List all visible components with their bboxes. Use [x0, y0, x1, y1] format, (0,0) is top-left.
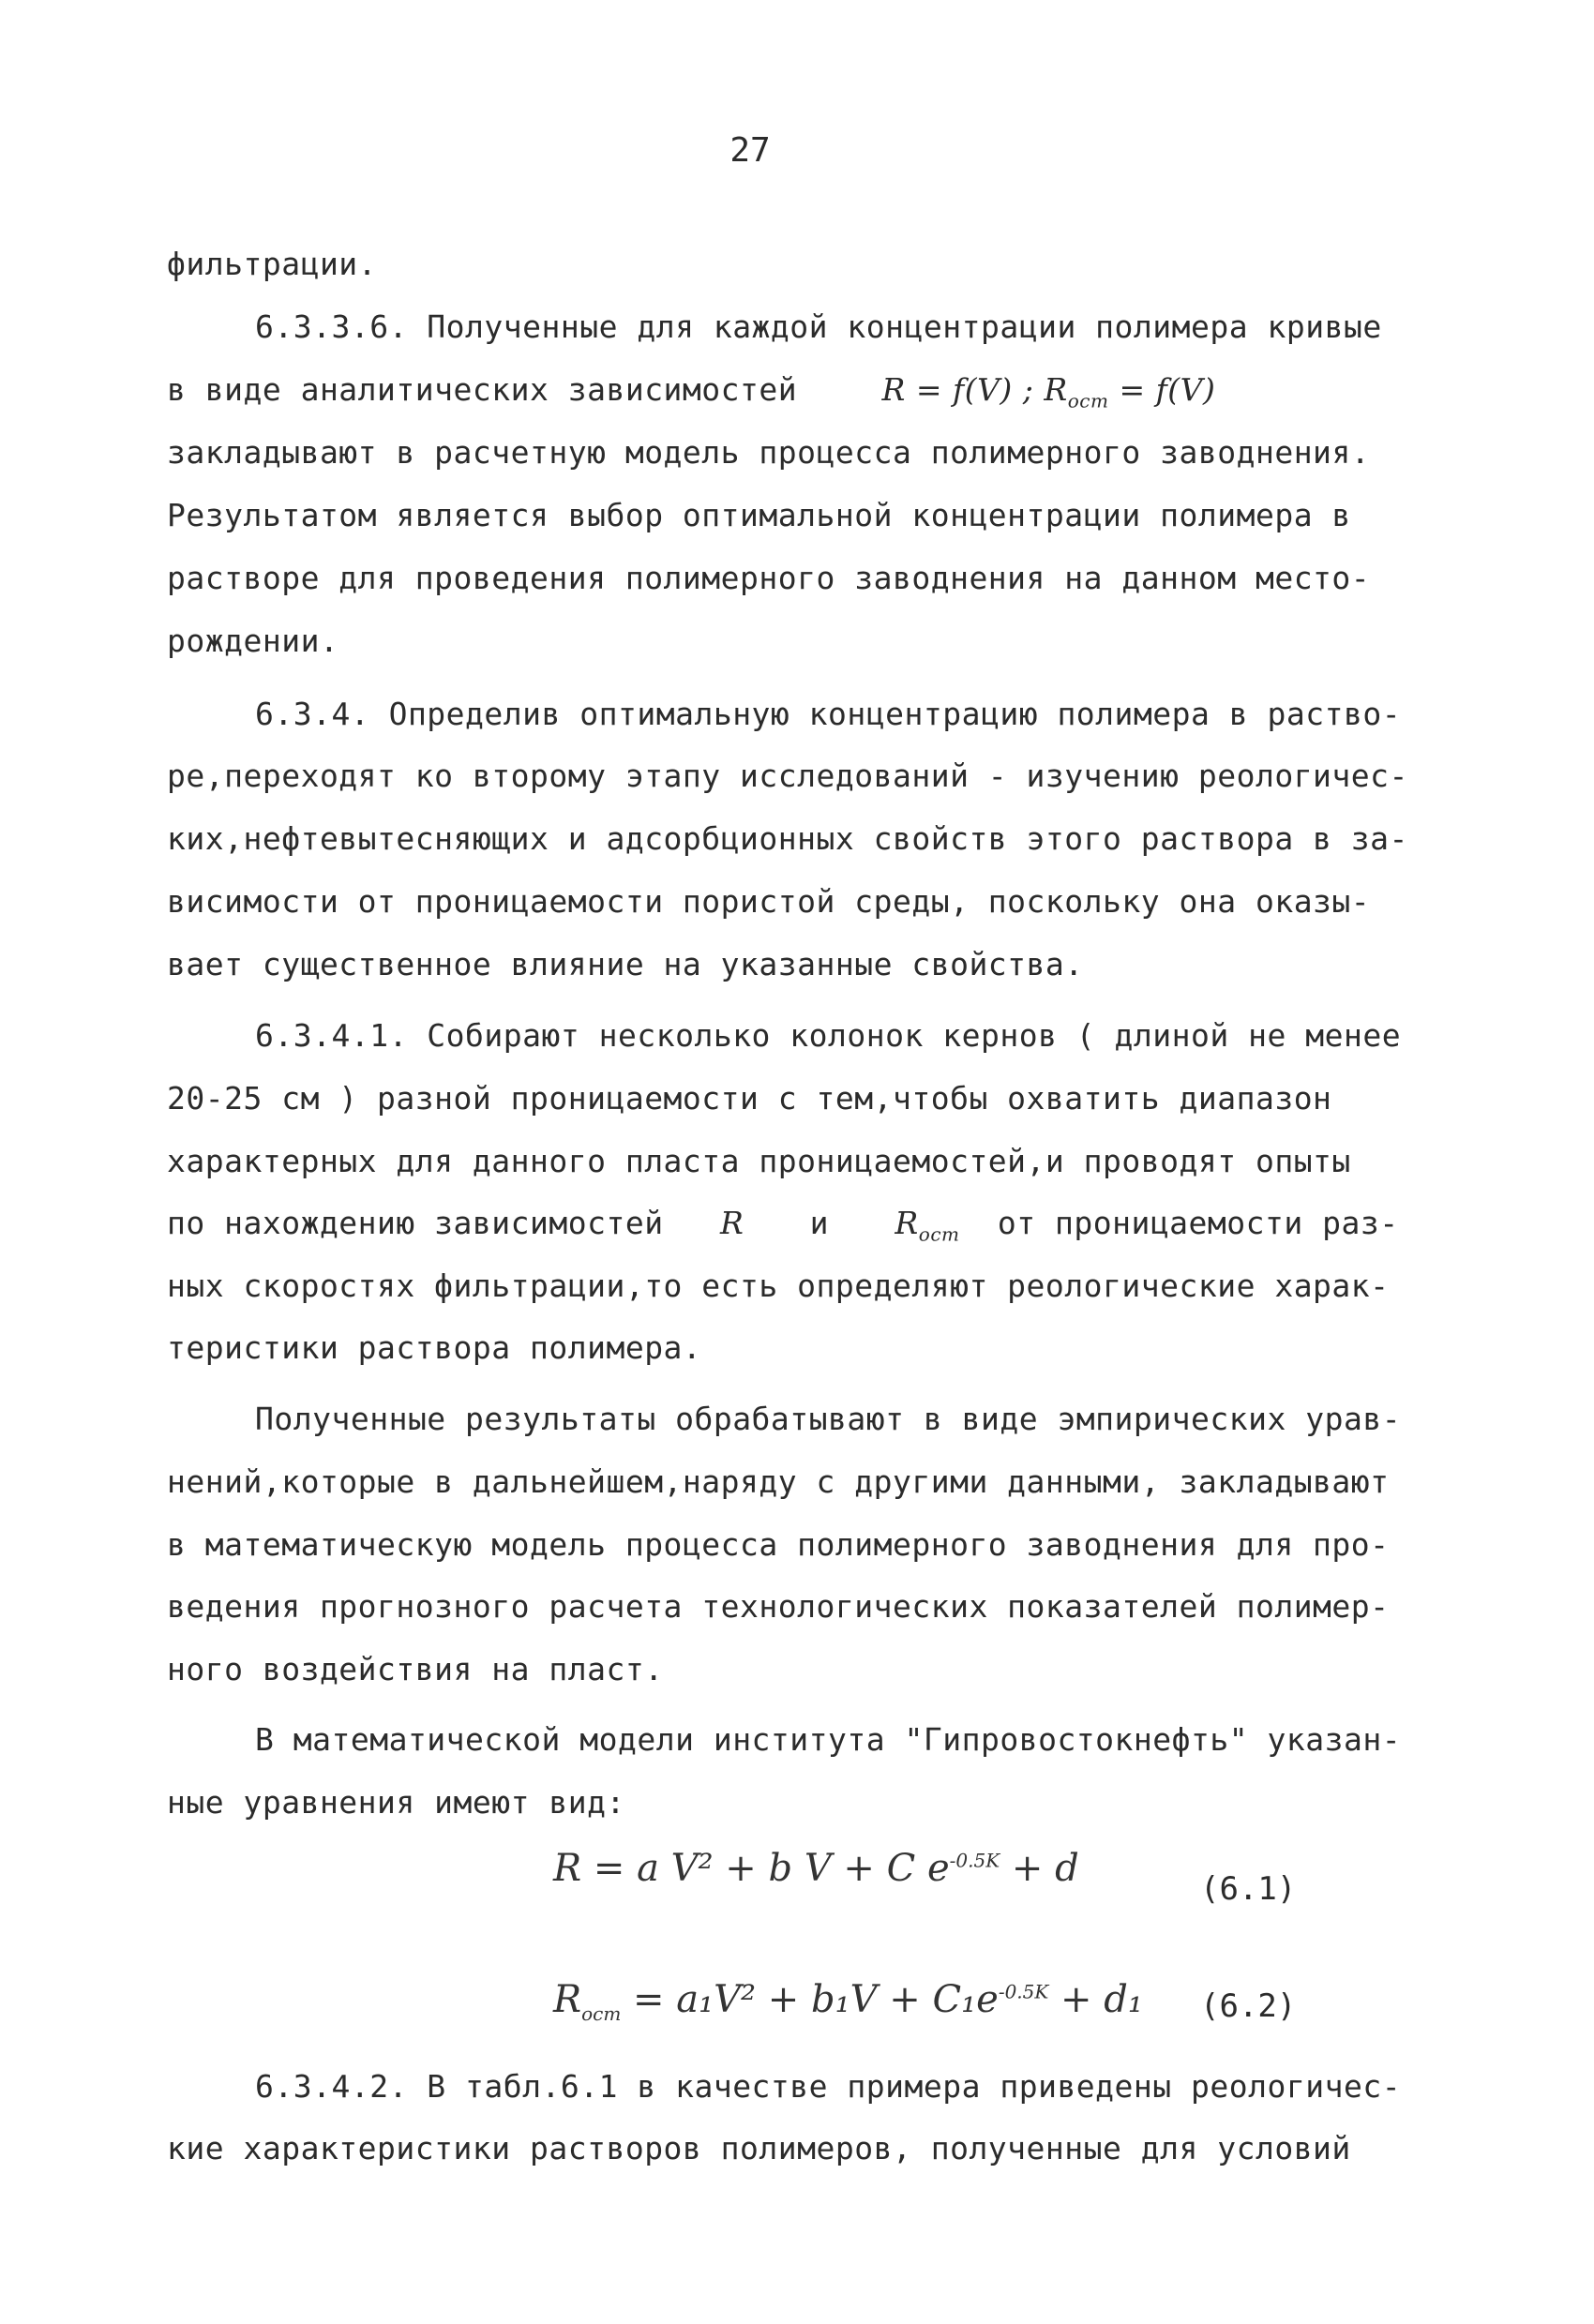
equation-number: (6.1)	[1200, 1870, 1297, 1908]
text-line: фильтрации.	[167, 246, 378, 282]
page-number: 27	[729, 131, 771, 170]
text-line: 6.3.4. Определив оптимальную концентрацию полимера в раство-	[255, 696, 1402, 732]
text-line: 6.3.3.6. Полученные для каждой концентрации полимера кривые	[255, 308, 1382, 345]
text-line: ких,нефтевытесняющих и адсорбционных свойств этого раствора в за-	[167, 820, 1408, 857]
text-line: вает существенное влияние на указанные свойства.	[167, 946, 1084, 982]
text-line: ре,переходят ко второму этапу исследований - изучению реологичес-	[167, 757, 1408, 794]
text-line: ных скоростях фильтрации,то есть определяют реологические харак-	[167, 1267, 1390, 1304]
text-line: растворе для проведения полимерного заводнения на данном место-	[167, 560, 1371, 596]
equation-6-2: $R_{ост} = a_1V^2 + b_1V + C_1e^{-0.5K} + d_1$	[553, 1978, 1143, 2025]
inline-r: R	[719, 1205, 744, 1241]
conjunction: и	[809, 1205, 830, 1241]
inline-rost: $R_{ост}$	[895, 1205, 960, 1246]
text-line: ного воздействия на пласт.	[167, 1651, 664, 1687]
text-line: Результатом является выбор оптимальной концентрации полимера в	[167, 497, 1351, 533]
equation-6-1: R = a V² + b V + C $e^{-0.5K} + d$	[553, 1847, 1079, 1890]
inline-formula: R = f(V) ; $R_{ост} = f(V)$	[881, 371, 1216, 412]
text-line: висимости от проницаемости пористой среды, поскольку она оказы-	[167, 883, 1371, 920]
text-line: 6.3.4.1. Собирают несколько колонок кернов ( длиной не менее	[255, 1017, 1402, 1054]
text-fragment: от проницаемости раз-	[997, 1205, 1399, 1241]
text-line	[167, 371, 1215, 420]
text-fragment: по нахождению зависимостей	[167, 1205, 664, 1241]
text-line: В математической модели института "Гипровостокнефть" указан-	[255, 1721, 1402, 1758]
text-fragment: в виде аналитических зависимостей	[167, 371, 798, 408]
text-line	[167, 1205, 1399, 1253]
text-line: рождении.	[167, 622, 339, 659]
text-line: в математическую модель процесса полимерного заводнения для про-	[167, 1526, 1390, 1563]
text-line: 6.3.4.2. В табл.6.1 в качестве примера приведены реологичес-	[255, 2068, 1402, 2105]
text-line: нений,которые в дальнейшем,наряду с другими данными, закладывают	[167, 1463, 1390, 1500]
text-line: Полученные результаты обрабатывают в виде эмпирических урав-	[255, 1401, 1402, 1437]
text-line: кие характеристики растворов полимеров, полученные для условий	[167, 2130, 1351, 2167]
text-line: характерных для данного пласта проницаемостей,и проводят опыты	[167, 1143, 1351, 1179]
text-line: закладывают в расчетную модель процесса полимерного заводнения.	[167, 434, 1371, 471]
text-line: 20-25 см ) разной проницаемости с тем,чтобы охватить диапазон	[167, 1080, 1332, 1117]
text-line: ведения прогнозного расчета технологических показателей полимер-	[167, 1588, 1390, 1625]
text-line: ные уравнения имеют вид:	[167, 1784, 625, 1821]
text-line: теристики раствора полимера.	[167, 1329, 702, 1366]
equation-number: (6.2)	[1200, 1987, 1297, 2025]
